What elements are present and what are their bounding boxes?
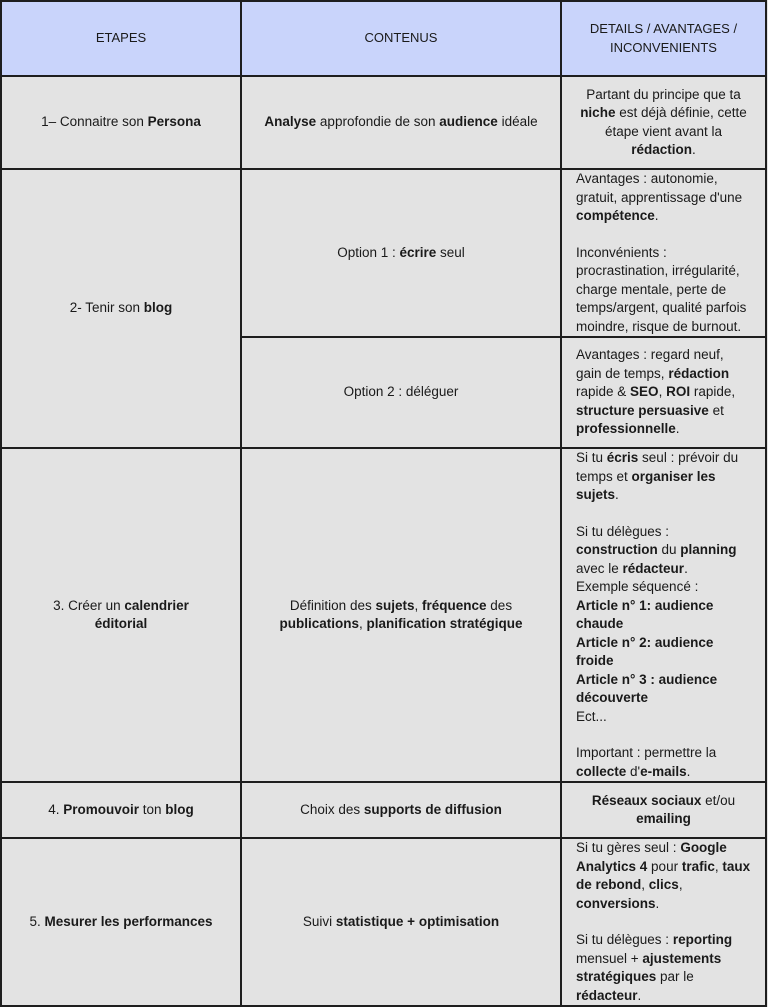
cell-details-calendrier [561,448,766,782]
header-details-line2: INCONVENIENTS [610,39,717,55]
calendrier-delegue: Si tu délègues : construction du planning avec le rédacteur. [576,523,737,576]
cell-option1: Option 1 : écrire seul [241,169,561,337]
header-details [561,1,766,76]
etc-text: Ect... [576,708,607,724]
cell-option2-details: Avantages : regard neuf, gain de temps, rédaction rapide & SEO, ROI rapide, structure persuasive et professionnelle. [561,337,766,448]
cell-etape-mesurer: 5. Mesurer les performances [1,838,241,1006]
cell-option2: Option 2 : déléguer [241,337,561,448]
mesurer-seul: Si tu gères seul : Google Analytics 4 pour trafic, taux de rebond, clics, conversions. [576,840,751,911]
table-row-promouvoir [1,782,766,838]
table-row-persona [1,76,766,169]
cell-etape-blog: 2- Tenir son blog [1,169,241,448]
mesurer-delegue: Si tu délègues : reporting mensuel + ajustements stratégiques par le rédacteur. [576,932,733,1003]
cell-etape-persona: 1– Connaitre son Persona [1,76,241,169]
header-row [1,1,766,76]
article-2: Article n° 2: audience froide [576,634,714,668]
exemple-sequence: Exemple séquencé : [576,579,699,594]
cell-contenu-persona: Analyse approfondie de son audience idéale [241,76,561,169]
cell-etape-calendrier: 3. Créer un calendrier éditorial [1,448,241,782]
option1-inconvenients: Inconvénients : procrastination, irrégularité, charge mentale, perte de temps/argent, qualité parfois moindre, risque de burnout. [576,244,747,334]
table-row-blog-option1 [1,169,766,337]
header-details-line1: DETAILS / AVANTAGES / [589,21,738,36]
cell-details-persona: Partant du principe que ta niche est déjà définie, cette étape vient avant la rédaction. [561,76,766,169]
cell-etape-promouvoir: 4. Promouvoir ton blog [1,782,241,838]
cell-contenu-mesurer: Suivi statistique + optimisation [241,838,561,1006]
table-row-mesurer [1,838,766,1006]
header-contenus: CONTENUS [241,1,561,76]
cell-details-promouvoir: Réseaux sociaux et/ou emailing [561,782,766,838]
article-1: Article n° 1: audience chaude [576,597,714,631]
table-row-calendrier [1,448,766,782]
header-etapes: ETAPES [1,1,241,76]
cell-details-mesurer [561,838,766,1006]
option1-avantages: Avantages : autonomie, gratuit, apprentissage d'une compétence. [576,171,743,223]
cell-option1-details [561,169,766,337]
cell-contenu-calendrier: Définition des sujets, fréquence des publications, planification stratégique [241,448,561,782]
article-3: Article n° 3 : audience découverte [576,671,718,705]
calendrier-seul: Si tu écris seul : prévoir du temps et organiser les sujets. [576,450,739,502]
cell-contenu-promouvoir: Choix des supports de diffusion [241,782,561,838]
calendrier-important: Important : permettre la collecte d'e-mails. [576,745,717,779]
